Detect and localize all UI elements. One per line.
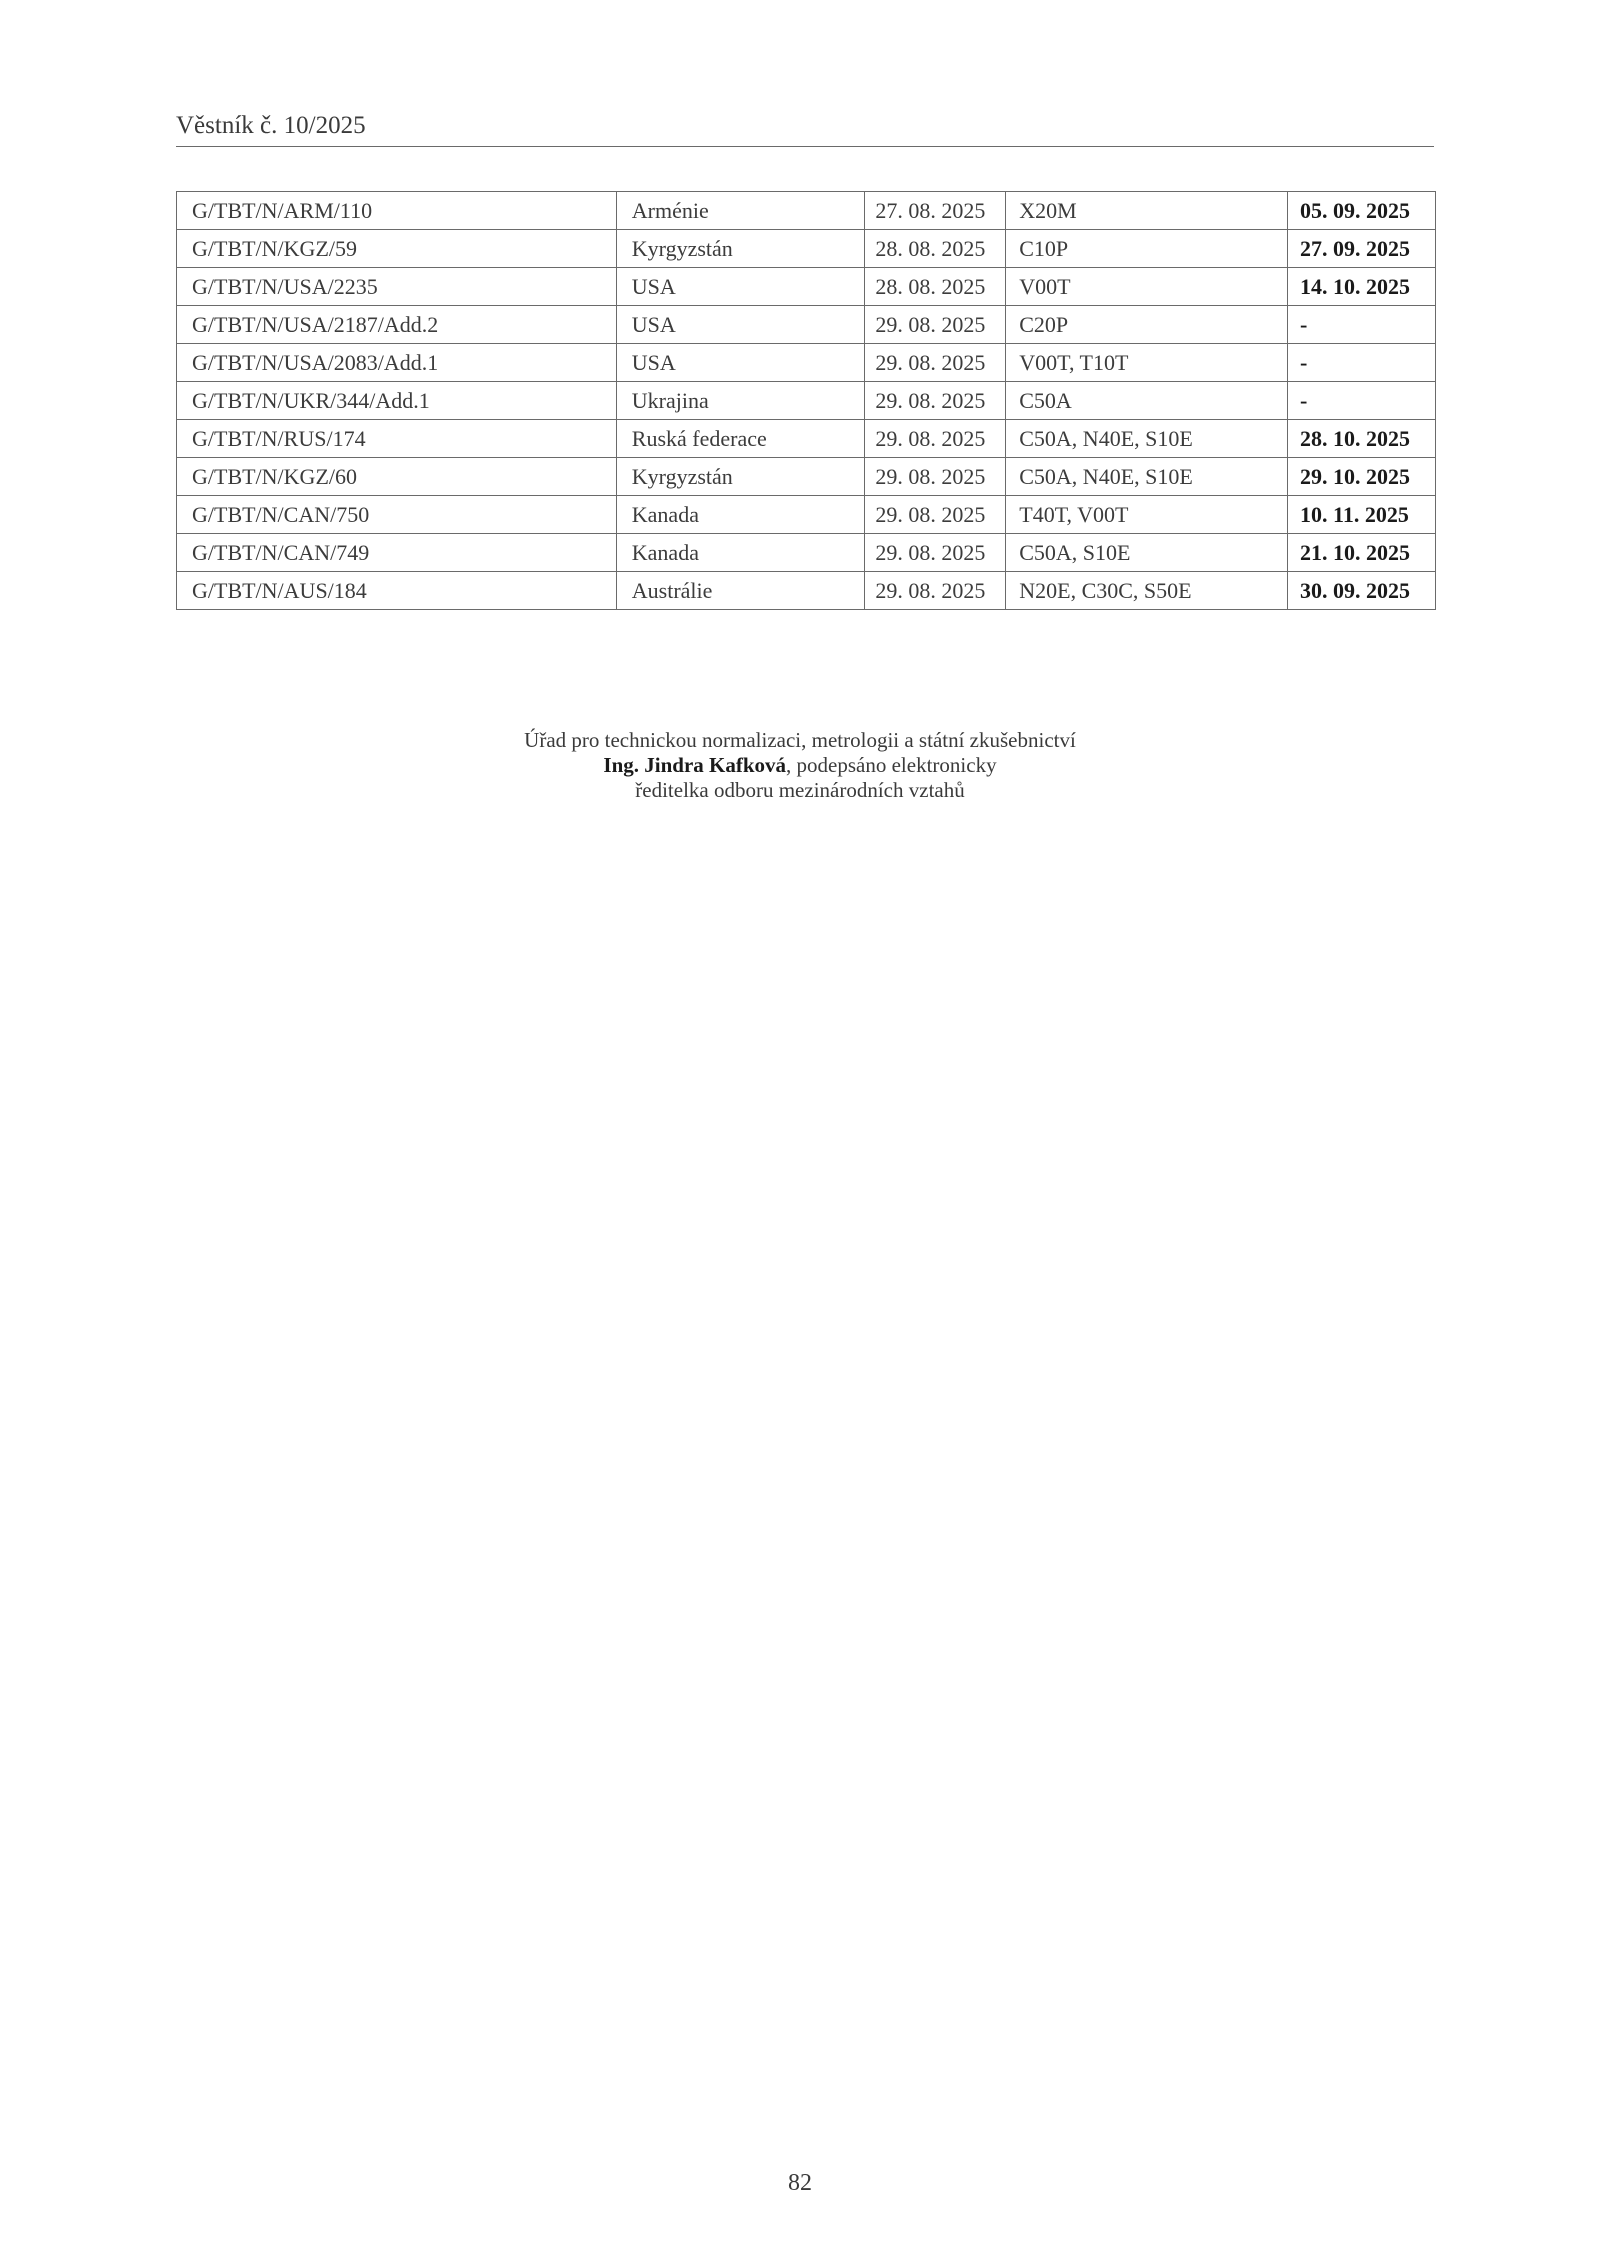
table-row (177, 344, 1436, 382)
cell-symbol: G/TBT/N/USA/2083/Add.1 (177, 344, 617, 382)
cell-codes: C20P (1006, 306, 1288, 344)
cell-country: Ruská federace (616, 420, 865, 458)
cell-country: Kanada (616, 534, 865, 572)
cell-deadline: 28. 10. 2025 (1288, 420, 1436, 458)
table-row (177, 268, 1436, 306)
cell-codes: C50A (1006, 382, 1288, 420)
cell-codes: C50A, S10E (1006, 534, 1288, 572)
cell-codes: X20M (1006, 192, 1288, 230)
table-row (177, 230, 1436, 268)
cell-date: 29. 08. 2025 (865, 420, 1006, 458)
cell-symbol: G/TBT/N/USA/2235 (177, 268, 617, 306)
cell-codes: C50A, N40E, S10E (1006, 420, 1288, 458)
cell-symbol: G/TBT/N/ARM/110 (177, 192, 617, 230)
cell-country: Kyrgyzstán (616, 230, 865, 268)
cell-deadline: 21. 10. 2025 (1288, 534, 1436, 572)
cell-date: 29. 08. 2025 (865, 382, 1006, 420)
cell-symbol: G/TBT/N/RUS/174 (177, 420, 617, 458)
cell-symbol: G/TBT/N/USA/2187/Add.2 (177, 306, 617, 344)
signature-note: , podepsáno elektronicky (786, 753, 997, 777)
cell-date: 29. 08. 2025 (865, 496, 1006, 534)
cell-deadline: 10. 11. 2025 (1288, 496, 1436, 534)
cell-country: USA (616, 268, 865, 306)
cell-codes: V00T (1006, 268, 1288, 306)
cell-country: Austrálie (616, 572, 865, 610)
cell-country: Kyrgyzstán (616, 458, 865, 496)
table-row (177, 306, 1436, 344)
cell-codes: C10P (1006, 230, 1288, 268)
cell-country: Ukrajina (616, 382, 865, 420)
signature-role: ředitelka odboru mezinárodních vztahů (635, 778, 965, 802)
cell-country: USA (616, 344, 865, 382)
cell-symbol: G/TBT/N/CAN/750 (177, 496, 617, 534)
cell-deadline: - (1288, 382, 1436, 420)
table-row (177, 192, 1436, 230)
page-number: 82 (788, 2170, 812, 2196)
notifications-table-body (177, 192, 1436, 610)
table-row (177, 382, 1436, 420)
table-row (177, 458, 1436, 496)
cell-country: USA (616, 306, 865, 344)
cell-symbol: G/TBT/N/UKR/344/Add.1 (177, 382, 617, 420)
running-header: Věstník č. 10/2025 (176, 112, 1434, 147)
cell-date: 28. 08. 2025 (865, 230, 1006, 268)
cell-codes: V00T, T10T (1006, 344, 1288, 382)
cell-deadline: 14. 10. 2025 (1288, 268, 1436, 306)
cell-deadline: - (1288, 306, 1436, 344)
cell-deadline: 05. 09. 2025 (1288, 192, 1436, 230)
cell-codes: T40T, V00T (1006, 496, 1288, 534)
signature-line (0, 753, 1600, 778)
cell-country: Kanada (616, 496, 865, 534)
table-row (177, 534, 1436, 572)
cell-symbol: G/TBT/N/KGZ/60 (177, 458, 617, 496)
cell-country: Arménie (616, 192, 865, 230)
cell-symbol: G/TBT/N/KGZ/59 (177, 230, 617, 268)
cell-deadline: 27. 09. 2025 (1288, 230, 1436, 268)
cell-codes: C50A, N40E, S10E (1006, 458, 1288, 496)
cell-date: 29. 08. 2025 (865, 306, 1006, 344)
cell-date: 27. 08. 2025 (865, 192, 1006, 230)
cell-deadline: - (1288, 344, 1436, 382)
cell-date: 29. 08. 2025 (865, 534, 1006, 572)
cell-date: 29. 08. 2025 (865, 344, 1006, 382)
cell-deadline: 29. 10. 2025 (1288, 458, 1436, 496)
cell-date: 29. 08. 2025 (865, 458, 1006, 496)
table-row (177, 496, 1436, 534)
cell-deadline: 30. 09. 2025 (1288, 572, 1436, 610)
signature-block (0, 728, 1600, 803)
cell-symbol: G/TBT/N/AUS/184 (177, 572, 617, 610)
notifications-table (176, 191, 1436, 610)
cell-date: 28. 08. 2025 (865, 268, 1006, 306)
signature-name: Ing. Jindra Kafková (603, 753, 787, 777)
signature-office: Úřad pro technickou normalizaci, metrologii a státní zkušebnictví (524, 728, 1076, 752)
cell-date: 29. 08. 2025 (865, 572, 1006, 610)
table-row (177, 572, 1436, 610)
cell-codes: N20E, C30C, S50E (1006, 572, 1288, 610)
cell-symbol: G/TBT/N/CAN/749 (177, 534, 617, 572)
table-row (177, 420, 1436, 458)
